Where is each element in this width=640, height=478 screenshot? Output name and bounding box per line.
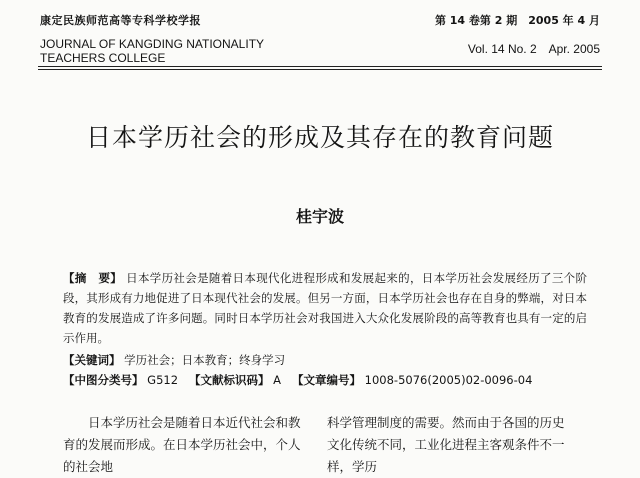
abstract-text: 日本学历社会是随着日本现代化进程形成和发展起来的，日本学历社会发展经历了三个阶段，其形成有力地促进了日本现代社会的发展。但另一方面，日本学历社会也存在自身的弊端，对日本教育的发展造成了许多问题。同时日本学历社会对我国进入大众化发展阶段的高等教育也具有一定的启示作用。 (63, 271, 588, 345)
journal-name-cn: 康定民族师范高等专科学校学报 (40, 14, 201, 27)
issue-cn: 第 14 卷第 2 期 2005 年 4 月 (434, 14, 600, 27)
journal-header-left (40, 12, 264, 65)
journal-name-en-line1: JOURNAL OF KANGDING NATIONALITY (40, 37, 265, 51)
keywords-label: 【关键词】 (63, 353, 121, 367)
article-number-value: 1008-5076(2005)02-0096-04 (364, 373, 533, 387)
issue-en: Vol. 14 No. 2 Apr. 2005 (467, 42, 600, 56)
article-title: 日本学历社会的形成及其存在的教育问题 (85, 123, 554, 152)
journal-name-en (40, 37, 264, 65)
journal-header-right (435, 12, 600, 57)
doc-code-label: 【文献标识码】 (189, 373, 270, 387)
article-author: 桂宇波 (295, 207, 344, 226)
abstract-label: 【摘 要】 (63, 271, 123, 285)
keywords (63, 350, 593, 370)
body-column-right: 科学管理制度的需要。然而由于各国的历史文化传统不同，工业化进程主客观条件不一样，学历 (327, 415, 565, 474)
keywords-text: 学历社会；日本教育；终身学习 (124, 353, 286, 367)
clc-value: G512 (147, 373, 179, 387)
classification-line (63, 370, 593, 390)
clc-label: 【中图分类号】 (63, 373, 144, 387)
body-column-left: 日本学历社会是随着日本近代社会和教育的发展而形成。在日本学历社会中，个人的社会地 (63, 415, 301, 474)
doc-code-value: A (273, 373, 282, 387)
article-number-label: 【文章编号】 (292, 373, 361, 387)
header-rule-bottom (38, 69, 602, 70)
header-rule-top (38, 66, 602, 67)
journal-name-en-line2: TEACHERS COLLEGE (40, 51, 166, 65)
abstract (63, 268, 587, 348)
